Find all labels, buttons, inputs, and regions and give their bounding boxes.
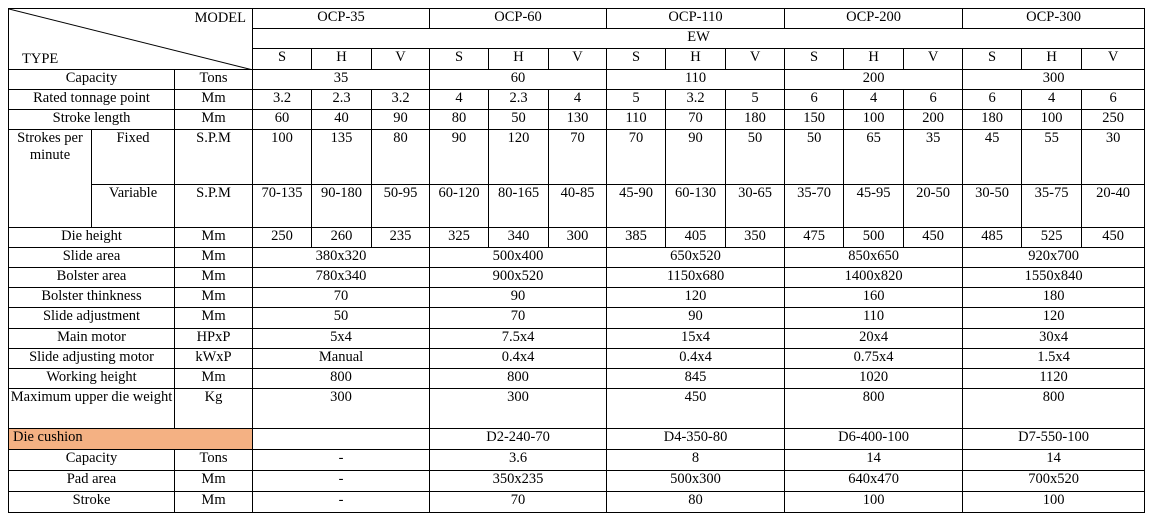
row-label: Working height bbox=[9, 368, 175, 388]
value-cell: 60-120 bbox=[430, 185, 489, 228]
value-cell: 35-70 bbox=[785, 185, 844, 228]
value-cell: 30x4 bbox=[963, 328, 1145, 348]
row-label: Bolster area bbox=[9, 268, 175, 288]
value-cell: 120 bbox=[489, 130, 549, 185]
value-cell: 405 bbox=[666, 228, 726, 248]
value-cell: 30 bbox=[1082, 130, 1145, 185]
value-cell: 35-75 bbox=[1022, 185, 1082, 228]
value-cell: 35 bbox=[253, 70, 430, 90]
series-header: EW bbox=[253, 29, 1145, 49]
value-cell: 45-90 bbox=[607, 185, 666, 228]
table-row bbox=[9, 268, 1145, 288]
value-cell: 90 bbox=[430, 130, 489, 185]
variant-header: H bbox=[666, 49, 726, 70]
row-label: Capacity bbox=[9, 449, 175, 470]
die-cushion-label: Die cushion bbox=[9, 428, 253, 449]
spec-table-body bbox=[9, 9, 1145, 513]
value-cell: 50 bbox=[489, 110, 549, 130]
value-cell: 500x300 bbox=[607, 470, 785, 491]
value-cell: 14 bbox=[963, 449, 1145, 470]
value-cell: 500x400 bbox=[430, 248, 607, 268]
value-cell: 60 bbox=[253, 110, 312, 130]
value-cell: 800 bbox=[785, 388, 963, 428]
value-cell: 0.4x4 bbox=[607, 348, 785, 368]
value-cell: 525 bbox=[1022, 228, 1082, 248]
die-cushion-model: D4-350-80 bbox=[607, 428, 785, 449]
value-cell: 100 bbox=[253, 130, 312, 185]
value-cell: 120 bbox=[607, 288, 785, 308]
sub-row-label: Fixed bbox=[92, 130, 175, 185]
value-cell: - bbox=[253, 491, 430, 512]
value-cell: 90-180 bbox=[312, 185, 372, 228]
variant-header: V bbox=[904, 49, 963, 70]
value-cell: 65 bbox=[844, 130, 904, 185]
value-cell: 80 bbox=[607, 491, 785, 512]
value-cell: 110 bbox=[607, 110, 666, 130]
value-cell: 70-135 bbox=[253, 185, 312, 228]
variant-header: V bbox=[1082, 49, 1145, 70]
table-row bbox=[9, 9, 1145, 29]
variant-header: S bbox=[963, 49, 1022, 70]
row-label: Slide adjustment bbox=[9, 308, 175, 328]
row-label: Stroke bbox=[9, 491, 175, 512]
model-header: OCP-200 bbox=[785, 9, 963, 29]
table-row bbox=[9, 328, 1145, 348]
value-cell: 150 bbox=[785, 110, 844, 130]
value-cell: 0.4x4 bbox=[430, 348, 607, 368]
row-unit: Mm bbox=[175, 288, 253, 308]
row-unit: kWxP bbox=[175, 348, 253, 368]
variant-header: V bbox=[549, 49, 607, 70]
variant-header: V bbox=[372, 49, 430, 70]
value-cell: 6 bbox=[785, 90, 844, 110]
value-cell: - bbox=[253, 449, 430, 470]
row-label: Stroke length bbox=[9, 110, 175, 130]
row-unit: Tons bbox=[175, 449, 253, 470]
row-unit: Mm bbox=[175, 308, 253, 328]
row-unit: Mm bbox=[175, 248, 253, 268]
row-unit: Mm bbox=[175, 268, 253, 288]
value-cell: 135 bbox=[312, 130, 372, 185]
value-cell: 3.6 bbox=[430, 449, 607, 470]
value-cell: 250 bbox=[1082, 110, 1145, 130]
row-unit: S.P.M bbox=[175, 130, 253, 185]
value-cell: 1550x840 bbox=[963, 268, 1145, 288]
value-cell: 200 bbox=[904, 110, 963, 130]
value-cell: 20-50 bbox=[904, 185, 963, 228]
value-cell: 55 bbox=[1022, 130, 1082, 185]
value-cell: 340 bbox=[489, 228, 549, 248]
value-cell: 1120 bbox=[963, 368, 1145, 388]
row-unit: S.P.M bbox=[175, 185, 253, 228]
die-cushion-model bbox=[253, 428, 430, 449]
value-cell: 50 bbox=[253, 308, 430, 328]
value-cell: 70 bbox=[253, 288, 430, 308]
type-label: TYPE bbox=[22, 51, 59, 68]
row-unit: Mm bbox=[175, 90, 253, 110]
value-cell: 250 bbox=[253, 228, 312, 248]
value-cell: 45 bbox=[963, 130, 1022, 185]
value-cell: 180 bbox=[726, 110, 785, 130]
row-label: Maximum upper die weight bbox=[9, 388, 175, 428]
value-cell: 130 bbox=[549, 110, 607, 130]
row-unit: Mm bbox=[175, 470, 253, 491]
row-unit: HPxP bbox=[175, 328, 253, 348]
model-header: OCP-300 bbox=[963, 9, 1145, 29]
table-row bbox=[9, 130, 1145, 185]
value-cell: 5 bbox=[607, 90, 666, 110]
value-cell: 1.5x4 bbox=[963, 348, 1145, 368]
row-label: Rated tonnage point bbox=[9, 90, 175, 110]
table-row bbox=[9, 470, 1145, 491]
value-cell: 70 bbox=[607, 130, 666, 185]
value-cell: 120 bbox=[963, 308, 1145, 328]
value-cell: 50-95 bbox=[372, 185, 430, 228]
value-cell: 5 bbox=[726, 90, 785, 110]
row-unit: Mm bbox=[175, 228, 253, 248]
value-cell: 2.3 bbox=[489, 90, 549, 110]
value-cell: 35 bbox=[904, 130, 963, 185]
value-cell: 80 bbox=[430, 110, 489, 130]
value-cell: 325 bbox=[430, 228, 489, 248]
table-row bbox=[9, 185, 1145, 228]
table-row bbox=[9, 288, 1145, 308]
value-cell: 800 bbox=[963, 388, 1145, 428]
value-cell: 20x4 bbox=[785, 328, 963, 348]
value-cell: 20-40 bbox=[1082, 185, 1145, 228]
value-cell: 1020 bbox=[785, 368, 963, 388]
value-cell: 6 bbox=[963, 90, 1022, 110]
value-cell: 60 bbox=[430, 70, 607, 90]
value-cell: 300 bbox=[963, 70, 1145, 90]
value-cell: 70 bbox=[666, 110, 726, 130]
variant-header: S bbox=[607, 49, 666, 70]
value-cell: 0.75x4 bbox=[785, 348, 963, 368]
value-cell: 300 bbox=[253, 388, 430, 428]
row-unit: Mm bbox=[175, 110, 253, 130]
variant-header: S bbox=[785, 49, 844, 70]
value-cell: 90 bbox=[666, 130, 726, 185]
value-cell: 650x520 bbox=[607, 248, 785, 268]
value-cell: 4 bbox=[1022, 90, 1082, 110]
value-cell: 70 bbox=[430, 308, 607, 328]
value-cell: 3.2 bbox=[372, 90, 430, 110]
value-cell: 80-165 bbox=[489, 185, 549, 228]
model-header: OCP-110 bbox=[607, 9, 785, 29]
value-cell: 300 bbox=[430, 388, 607, 428]
value-cell: 180 bbox=[963, 110, 1022, 130]
table-row bbox=[9, 368, 1145, 388]
value-cell: 5x4 bbox=[253, 328, 430, 348]
sub-row-label: Variable bbox=[92, 185, 175, 228]
value-cell: 4 bbox=[844, 90, 904, 110]
table-row bbox=[9, 348, 1145, 368]
value-cell: 380x320 bbox=[253, 248, 430, 268]
value-cell: 640x470 bbox=[785, 470, 963, 491]
value-cell: 3.2 bbox=[666, 90, 726, 110]
row-label: Capacity bbox=[9, 70, 175, 90]
value-cell: 90 bbox=[607, 308, 785, 328]
value-cell: 30-50 bbox=[963, 185, 1022, 228]
value-cell: 15x4 bbox=[607, 328, 785, 348]
value-cell: 180 bbox=[963, 288, 1145, 308]
value-cell: 7.5x4 bbox=[430, 328, 607, 348]
value-cell: 8 bbox=[607, 449, 785, 470]
table-row bbox=[9, 449, 1145, 470]
value-cell: 1400x820 bbox=[785, 268, 963, 288]
value-cell: 40 bbox=[312, 110, 372, 130]
row-label: Slide area bbox=[9, 248, 175, 268]
value-cell: 385 bbox=[607, 228, 666, 248]
header-corner-cell bbox=[9, 9, 253, 70]
value-cell: 485 bbox=[963, 228, 1022, 248]
value-cell: 300 bbox=[549, 228, 607, 248]
value-cell: 450 bbox=[1082, 228, 1145, 248]
value-cell: 60-130 bbox=[666, 185, 726, 228]
value-cell: 700x520 bbox=[963, 470, 1145, 491]
value-cell: 845 bbox=[607, 368, 785, 388]
value-cell: 900x520 bbox=[430, 268, 607, 288]
variant-header: H bbox=[1022, 49, 1082, 70]
row-label: Die height bbox=[9, 228, 175, 248]
value-cell: 4 bbox=[549, 90, 607, 110]
value-cell: 920x700 bbox=[963, 248, 1145, 268]
variant-header: H bbox=[312, 49, 372, 70]
value-cell: 200 bbox=[785, 70, 963, 90]
value-cell: 235 bbox=[372, 228, 430, 248]
value-cell: 850x650 bbox=[785, 248, 963, 268]
value-cell: 4 bbox=[430, 90, 489, 110]
row-label: Slide adjusting motor bbox=[9, 348, 175, 368]
table-row bbox=[9, 491, 1145, 512]
die-cushion-model: D2-240-70 bbox=[430, 428, 607, 449]
model-label: MODEL bbox=[194, 10, 247, 26]
value-cell: 50 bbox=[726, 130, 785, 185]
value-cell: - bbox=[253, 470, 430, 491]
row-unit: Mm bbox=[175, 368, 253, 388]
die-cushion-model: D6-400-100 bbox=[785, 428, 963, 449]
model-header: OCP-35 bbox=[253, 9, 430, 29]
value-cell: 90 bbox=[372, 110, 430, 130]
value-cell: 100 bbox=[785, 491, 963, 512]
row-unit: Mm bbox=[175, 491, 253, 512]
value-cell: 1150x680 bbox=[607, 268, 785, 288]
table-row bbox=[9, 228, 1145, 248]
value-cell: 70 bbox=[549, 130, 607, 185]
value-cell: 45-95 bbox=[844, 185, 904, 228]
spec-table bbox=[8, 8, 1145, 513]
value-cell: 6 bbox=[904, 90, 963, 110]
value-cell: 475 bbox=[785, 228, 844, 248]
value-cell: 500 bbox=[844, 228, 904, 248]
row-label: Main motor bbox=[9, 328, 175, 348]
table-row bbox=[9, 308, 1145, 328]
table-row bbox=[9, 248, 1145, 268]
die-cushion-model: D7-550-100 bbox=[963, 428, 1145, 449]
variant-header: H bbox=[844, 49, 904, 70]
value-cell: 70 bbox=[430, 491, 607, 512]
variant-header: S bbox=[430, 49, 489, 70]
variant-header: V bbox=[726, 49, 785, 70]
value-cell: 90 bbox=[430, 288, 607, 308]
table-row bbox=[9, 110, 1145, 130]
model-header: OCP-60 bbox=[430, 9, 607, 29]
variant-header: H bbox=[489, 49, 549, 70]
value-cell: Manual bbox=[253, 348, 430, 368]
value-cell: 110 bbox=[785, 308, 963, 328]
value-cell: 780x340 bbox=[253, 268, 430, 288]
value-cell: 100 bbox=[844, 110, 904, 130]
value-cell: 50 bbox=[785, 130, 844, 185]
value-cell: 100 bbox=[1022, 110, 1082, 130]
value-cell: 2.3 bbox=[312, 90, 372, 110]
value-cell: 110 bbox=[607, 70, 785, 90]
value-cell: 80 bbox=[372, 130, 430, 185]
row-unit: Tons bbox=[175, 70, 253, 90]
table-row bbox=[9, 90, 1145, 110]
variant-header: S bbox=[253, 49, 312, 70]
value-cell: 6 bbox=[1082, 90, 1145, 110]
row-label: Strokes per minute bbox=[9, 130, 92, 228]
value-cell: 350 bbox=[726, 228, 785, 248]
value-cell: 40-85 bbox=[549, 185, 607, 228]
value-cell: 450 bbox=[607, 388, 785, 428]
value-cell: 100 bbox=[963, 491, 1145, 512]
value-cell: 800 bbox=[253, 368, 430, 388]
value-cell: 3.2 bbox=[253, 90, 312, 110]
row-label: Bolster thinkness bbox=[9, 288, 175, 308]
value-cell: 800 bbox=[430, 368, 607, 388]
row-unit: Kg bbox=[175, 388, 253, 428]
value-cell: 260 bbox=[312, 228, 372, 248]
value-cell: 160 bbox=[785, 288, 963, 308]
table-row bbox=[9, 70, 1145, 90]
row-label: Pad area bbox=[9, 470, 175, 491]
table-row bbox=[9, 428, 1145, 449]
value-cell: 350x235 bbox=[430, 470, 607, 491]
value-cell: 30-65 bbox=[726, 185, 785, 228]
table-row bbox=[9, 388, 1145, 428]
value-cell: 450 bbox=[904, 228, 963, 248]
value-cell: 14 bbox=[785, 449, 963, 470]
